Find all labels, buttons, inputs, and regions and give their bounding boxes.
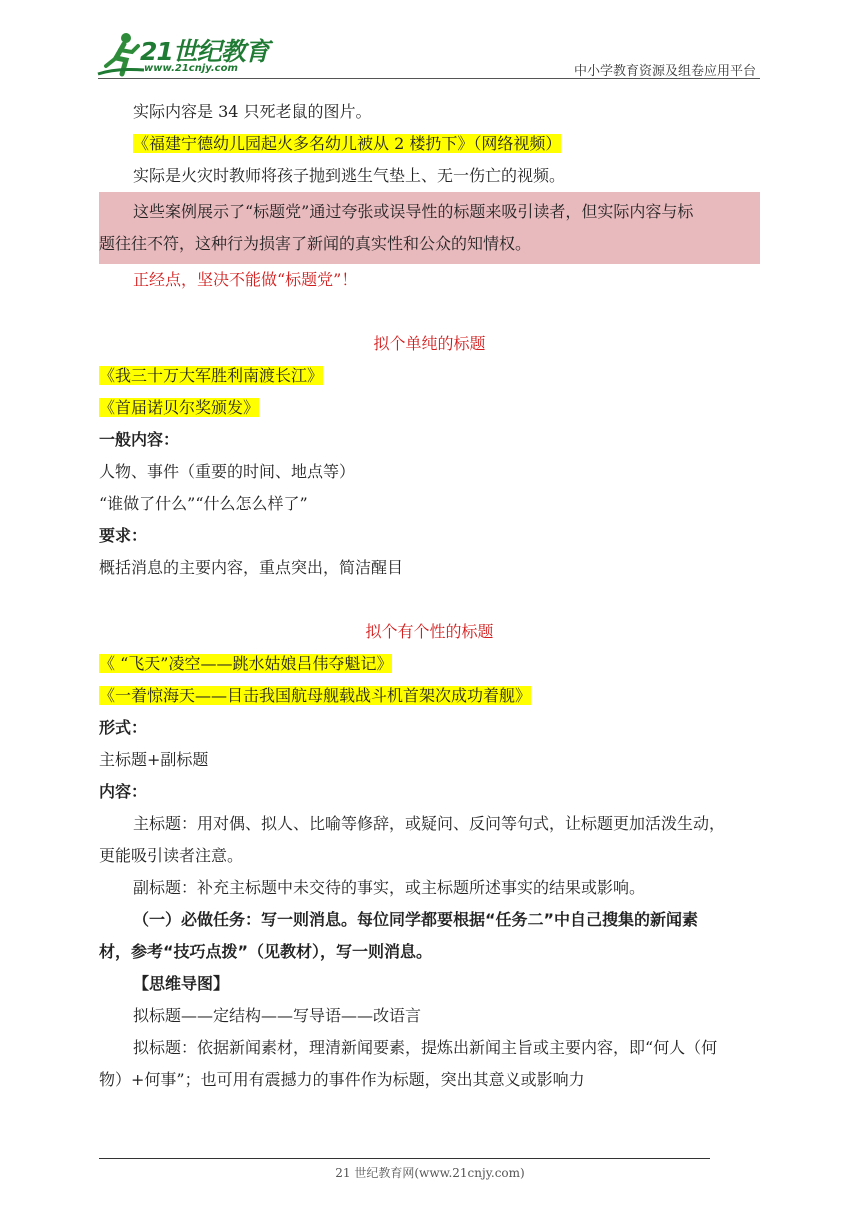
paragraph: 副标题：补充主标题中未交待的事实，或主标题所述事实的结果或影响。 <box>133 878 646 897</box>
example-title <box>99 680 760 712</box>
logo-url: www.21cnjy.com <box>144 63 238 74</box>
paragraph-line: 拟标题：依据新闻素材，理清新闻要素，提炼出新闻主旨或主要内容，即“何人（何 <box>133 1038 718 1057</box>
paragraph-line: 这些案例展示了“标题党”通过夸张或误导性的标题来吸引读者，但实际内容与标 <box>133 202 694 221</box>
highlighted-summary-block <box>99 192 760 264</box>
subheading: 内容： <box>99 782 148 801</box>
highlighted-text: 《首届诺贝尔奖颁发》 <box>99 398 260 417</box>
section-title-personal: 拟个有个性的标题 <box>365 622 494 641</box>
subheading: 一般内容： <box>99 430 180 449</box>
logo-text: 21世纪教育 <box>140 37 269 66</box>
paragraph-line: 更能吸引读者注意。 <box>99 846 244 865</box>
page-header <box>0 0 860 90</box>
paragraph: 拟标题——定结构——写导语——改语言 <box>133 1006 422 1025</box>
paragraph: 人物、事件（重要的时间、地点等） <box>99 462 356 481</box>
site-logo[interactable] <box>96 30 269 80</box>
example-title <box>99 128 760 160</box>
footer-divider <box>99 1158 710 1159</box>
subheading: 形式： <box>99 718 148 737</box>
task-line: 材，参考“技巧点拨”（见教材），写一则消息。 <box>99 942 433 961</box>
example-title <box>99 392 760 424</box>
highlighted-text: 《我三十万大军胜利南渡长江》 <box>99 366 324 385</box>
subheading: 要求： <box>99 526 148 545</box>
header-platform-name: 中小学教育资源及组卷应用平台 <box>573 64 756 79</box>
highlighted-text: 《一着惊海天——目击我国航母舰载战斗机首架次成功着舰》 <box>99 686 532 705</box>
highlighted-text: 《福建宁德幼儿园起火多名幼儿被从 2 楼扔下》（网络视频） <box>133 134 562 153</box>
paragraph-line: 物）+何事”；也可用有震撼力的事件作为标题，突出其意义或影响力 <box>99 1070 585 1089</box>
mindmap-heading: 【思维导图】 <box>133 974 230 993</box>
paragraph: 主标题+副标题 <box>99 750 209 769</box>
paragraph: “谁做了什么”“什么怎么样了” <box>99 494 308 513</box>
paragraph-line: 题往往不符，这种行为损害了新闻的真实性和公众的知情权。 <box>99 234 532 253</box>
section-title-simple: 拟个单纯的标题 <box>373 334 486 353</box>
paragraph: 实际内容是 34 只死老鼠的图片。 <box>133 102 372 121</box>
paragraph: 概括消息的主要内容，重点突出，简洁醒目 <box>99 558 404 577</box>
example-title <box>99 648 760 680</box>
paragraph-line: 主标题：用对偶、拟人、比喻等修辞，或疑问、反问等句式，让标题更加活泼生动， <box>133 814 726 833</box>
warning-text: 正经点，坚决不能做“标题党”！ <box>133 270 358 289</box>
highlighted-text: 《 “飞天”凌空——跳水姑娘吕伟夺魁记》 <box>99 654 393 673</box>
footer-text[interactable]: 21 世纪教育网(www.21cnjy.com) <box>335 1166 525 1180</box>
task-line: （一）必做任务：写一则消息。每位同学都要根据“任务二”中自己搜集的新闻素 <box>133 910 699 929</box>
header-divider <box>98 78 760 79</box>
paragraph: 实际是火灾时教师将孩子抛到逃生气垫上、无一伤亡的视频。 <box>133 166 566 185</box>
runner-logo-icon <box>96 30 146 80</box>
document-body <box>99 96 760 1096</box>
example-title <box>99 360 760 392</box>
